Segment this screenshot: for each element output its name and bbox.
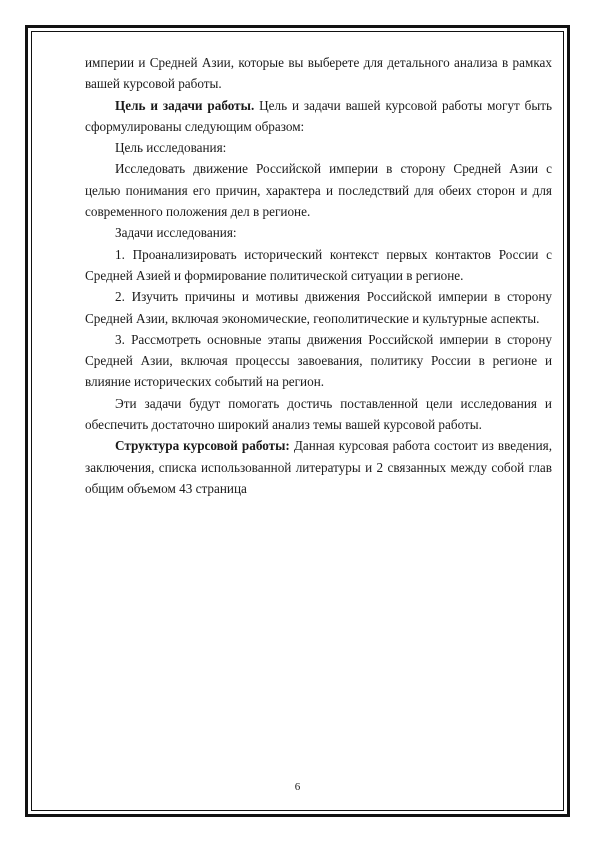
paragraph-text: Данная курсовая работа состоит из введения, заключения, списка использованной литературы и 2 связанных между собой глав общим объемом 43 страница <box>85 438 553 496</box>
paragraph-text: 3. Рассмотреть основные этапы движения Российской империи в сторону Средней Азии, включая процессы завоевания, политику России в регионе и влияние исторических событий на регион. <box>85 331 552 390</box>
bold-lead: Цель и задачи работы. <box>115 97 255 113</box>
paragraph-tasks-summary <box>85 393 552 436</box>
paragraph-text: 2. Изучить причины и мотивы движения Российской империи в сторону Средней Азии, включая экономические, геополитические и культурные аспекты. <box>85 289 552 326</box>
paragraph-task-2 <box>85 286 552 329</box>
bold-lead: Структура курсовой работы: <box>115 438 290 454</box>
paragraph-structure <box>85 435 552 499</box>
paragraph-text: Эти задачи будут помогать достичь поставленной цели исследования и обеспечить достаточно широкий анализ темы вашей курсовой работы. <box>85 395 552 433</box>
paragraph-text: Исследовать движение Российской империи в сторону Средней Азии с целью понимания его причин, характера и последствий для обеих сторон и для современного положения дел в регионе. <box>85 161 552 220</box>
paragraph-text: Цель исследования: <box>115 140 227 156</box>
paragraph-research-goal-label <box>85 137 552 158</box>
paragraph-research-goal <box>85 158 552 222</box>
page-number: 6 <box>294 781 301 793</box>
paragraph-task-1 <box>85 244 552 287</box>
paragraph-continuation <box>85 52 552 95</box>
paragraph-tasks-label <box>85 222 552 243</box>
document-body <box>85 52 552 499</box>
paragraph-text: Задачи исследования: <box>115 225 237 241</box>
paragraph-text: империи и Средней Азии, которые вы выберете для детального анализа в рамках вашей курсовой работы. <box>85 55 552 92</box>
paragraph-text: 1. Проанализировать исторический контекст первых контактов России с Средней Азией и формирование политической ситуации в регионе. <box>85 246 552 283</box>
paragraph-task-3 <box>85 329 552 393</box>
paragraph-goals-heading <box>85 95 552 138</box>
paragraph-text: Цель и задачи вашей курсовой работы могут быть сформулированы следующим образом: <box>85 97 552 134</box>
